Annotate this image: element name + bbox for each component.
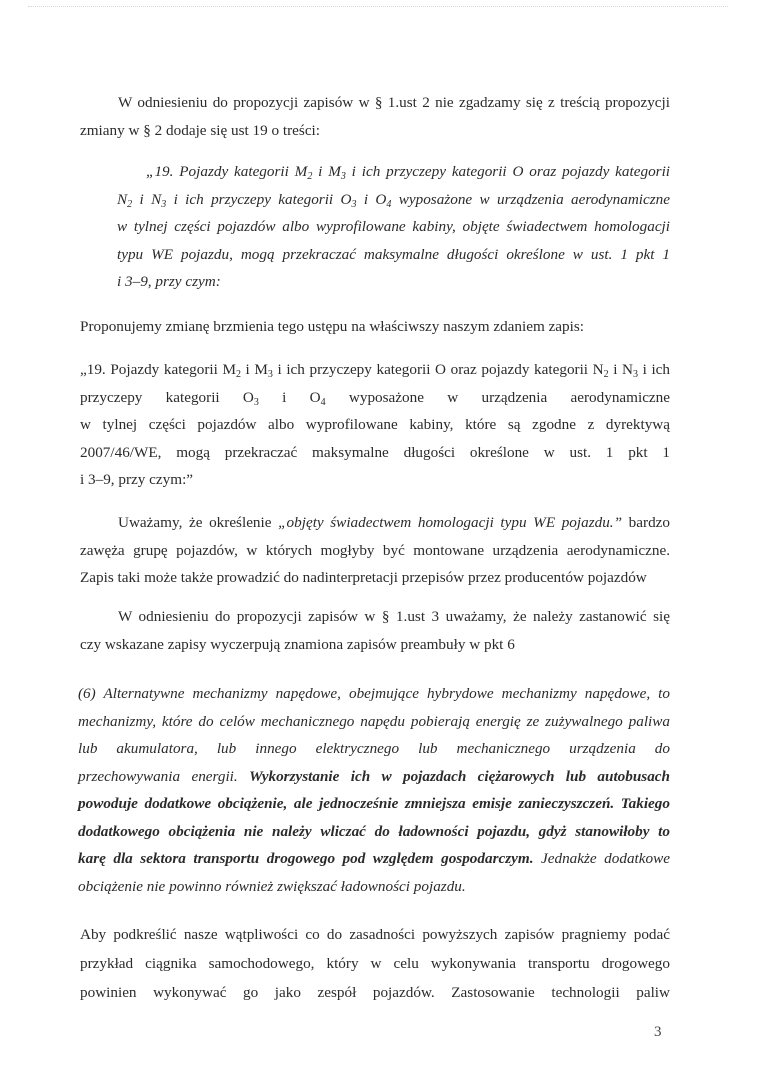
paragraph-2	[80, 313, 670, 341]
quote-proposed-provision	[80, 356, 670, 494]
text-line: 2007/46/WE, mogą przekraczać maksymalne długości określone w ust. 1 pkt 1	[80, 443, 670, 461]
text-line: i 3–9, przy czym:	[117, 273, 221, 290]
text-line: Zapis taki może także prowadzić do nadinterpretacji przepisów przez producentów pojazdów	[80, 569, 647, 586]
text-line: karę dla sektora transportu drogowego pod względem gospodarczym. Jednakże dodatkowe	[78, 850, 670, 867]
text-line: Uważamy, że określenie „objęty świadectwem homologacji typu WE pojazdu.” bardzo	[118, 514, 670, 531]
text-line: Aby podkreślić nasze wątpliwości co do zasadności powyższych zapisów pragniemy podać	[80, 926, 670, 943]
text-line: $N_2$ i $N_3$ i ich przyczepy kategorii $O_3$ i $O_4$ wyposażone w urządzenia aerodynamiczne	[117, 190, 670, 210]
text-line: w tylnej części pojazdów albo wyprofilowane kabiny, objęte świadectwem homologacji	[117, 218, 670, 235]
text-line: W odniesieniu do propozycji zapisów w § 1.ust 2 nie zgadzamy się z treścią propozycji	[118, 94, 670, 111]
paragraph-5	[80, 920, 670, 1007]
page-number: 3	[654, 1024, 662, 1040]
paragraph-3	[80, 509, 670, 592]
text-line: lub akumulatora, lub innego elektrycznego lub mechanicznego urządzenia do	[78, 740, 670, 757]
text-line: przechowywania energii. Wykorzystanie ich w pojazdach ciężarowych lub autobusach	[78, 767, 670, 785]
text-line: w tylnej części pojazdów albo wyprofilowane kabiny, które są zgodne z dyrektywą	[80, 416, 670, 433]
scan-edge-line	[28, 6, 728, 7]
text-line: „19. Pojazdy kategorii $M_2$ i $M_3$ i ich przyczepy kategorii O oraz pojazdy kategorii $N_2$ i $N_3$ i ich	[80, 361, 670, 380]
text-line: dodatkowego obciążenia nie należy wliczać do ładowności pojazdu, gdyż stanowiłoby to	[78, 822, 670, 840]
quote-preamble-point-6	[78, 680, 670, 900]
text-line: powoduje dodatkowe obciążenie, ale jednocześnie zmniejsza emisje zanieczyszczeń. Takiego	[78, 795, 670, 812]
text-line: powinien wykonywać go jako zespół pojazdów. Zastosowanie technologii paliw	[80, 984, 670, 1001]
paragraph-1	[80, 89, 670, 144]
quote-original-provision	[117, 158, 670, 296]
text-line: zawęża grupę pojazdów, w których mogłyby być montowane urządzenia aerodynamiczne.	[80, 541, 670, 559]
text-line: Proponujemy zmianę brzmienia tego ustępu na właściwszy naszym zdaniem zapis:	[80, 318, 584, 335]
text-line: czy wskazane zapisy wyczerpują znamiona zapisów preambuły w pkt 6	[80, 635, 515, 653]
text-line: „19. Pojazdy kategorii $M_2$ i $M_3$ i ich przyczepy kategorii O oraz pojazdy kategorii	[146, 163, 671, 182]
text-line: obciążenie nie powinno również zwiększać ładowności pojazdu.	[78, 877, 466, 895]
text-line: przykład ciągnika samochodowego, który w celu wykonywania transportu drogowego	[80, 955, 670, 972]
text-line: mechanizmy, które do celów mechanicznego napędu pobierają energię ze zużywalnego paliwa	[78, 712, 670, 730]
text-line: i 3–9, przy czym:”	[80, 471, 194, 488]
text-line: zmiany w § 2 dodaje się ust 19 o treści:	[80, 121, 320, 139]
text-line: W odniesieniu do propozycji zapisów w § 1.ust 3 uważamy, że należy zastanowić się	[118, 608, 670, 625]
paragraph-4	[80, 603, 670, 658]
text-line: (6) Alternatywne mechanizmy napędowe, obejmujące hybrydowe mechanizmy napędowe, to	[78, 685, 670, 702]
text-line: przyczepy kategorii $O_3$ i $O_4$ wyposażone w urządzenia aerodynamiczne	[80, 388, 671, 408]
text-line: typu WE pojazdu, mogą przekraczać maksymalne długości określone w ust. 1 pkt 1	[117, 245, 670, 263]
